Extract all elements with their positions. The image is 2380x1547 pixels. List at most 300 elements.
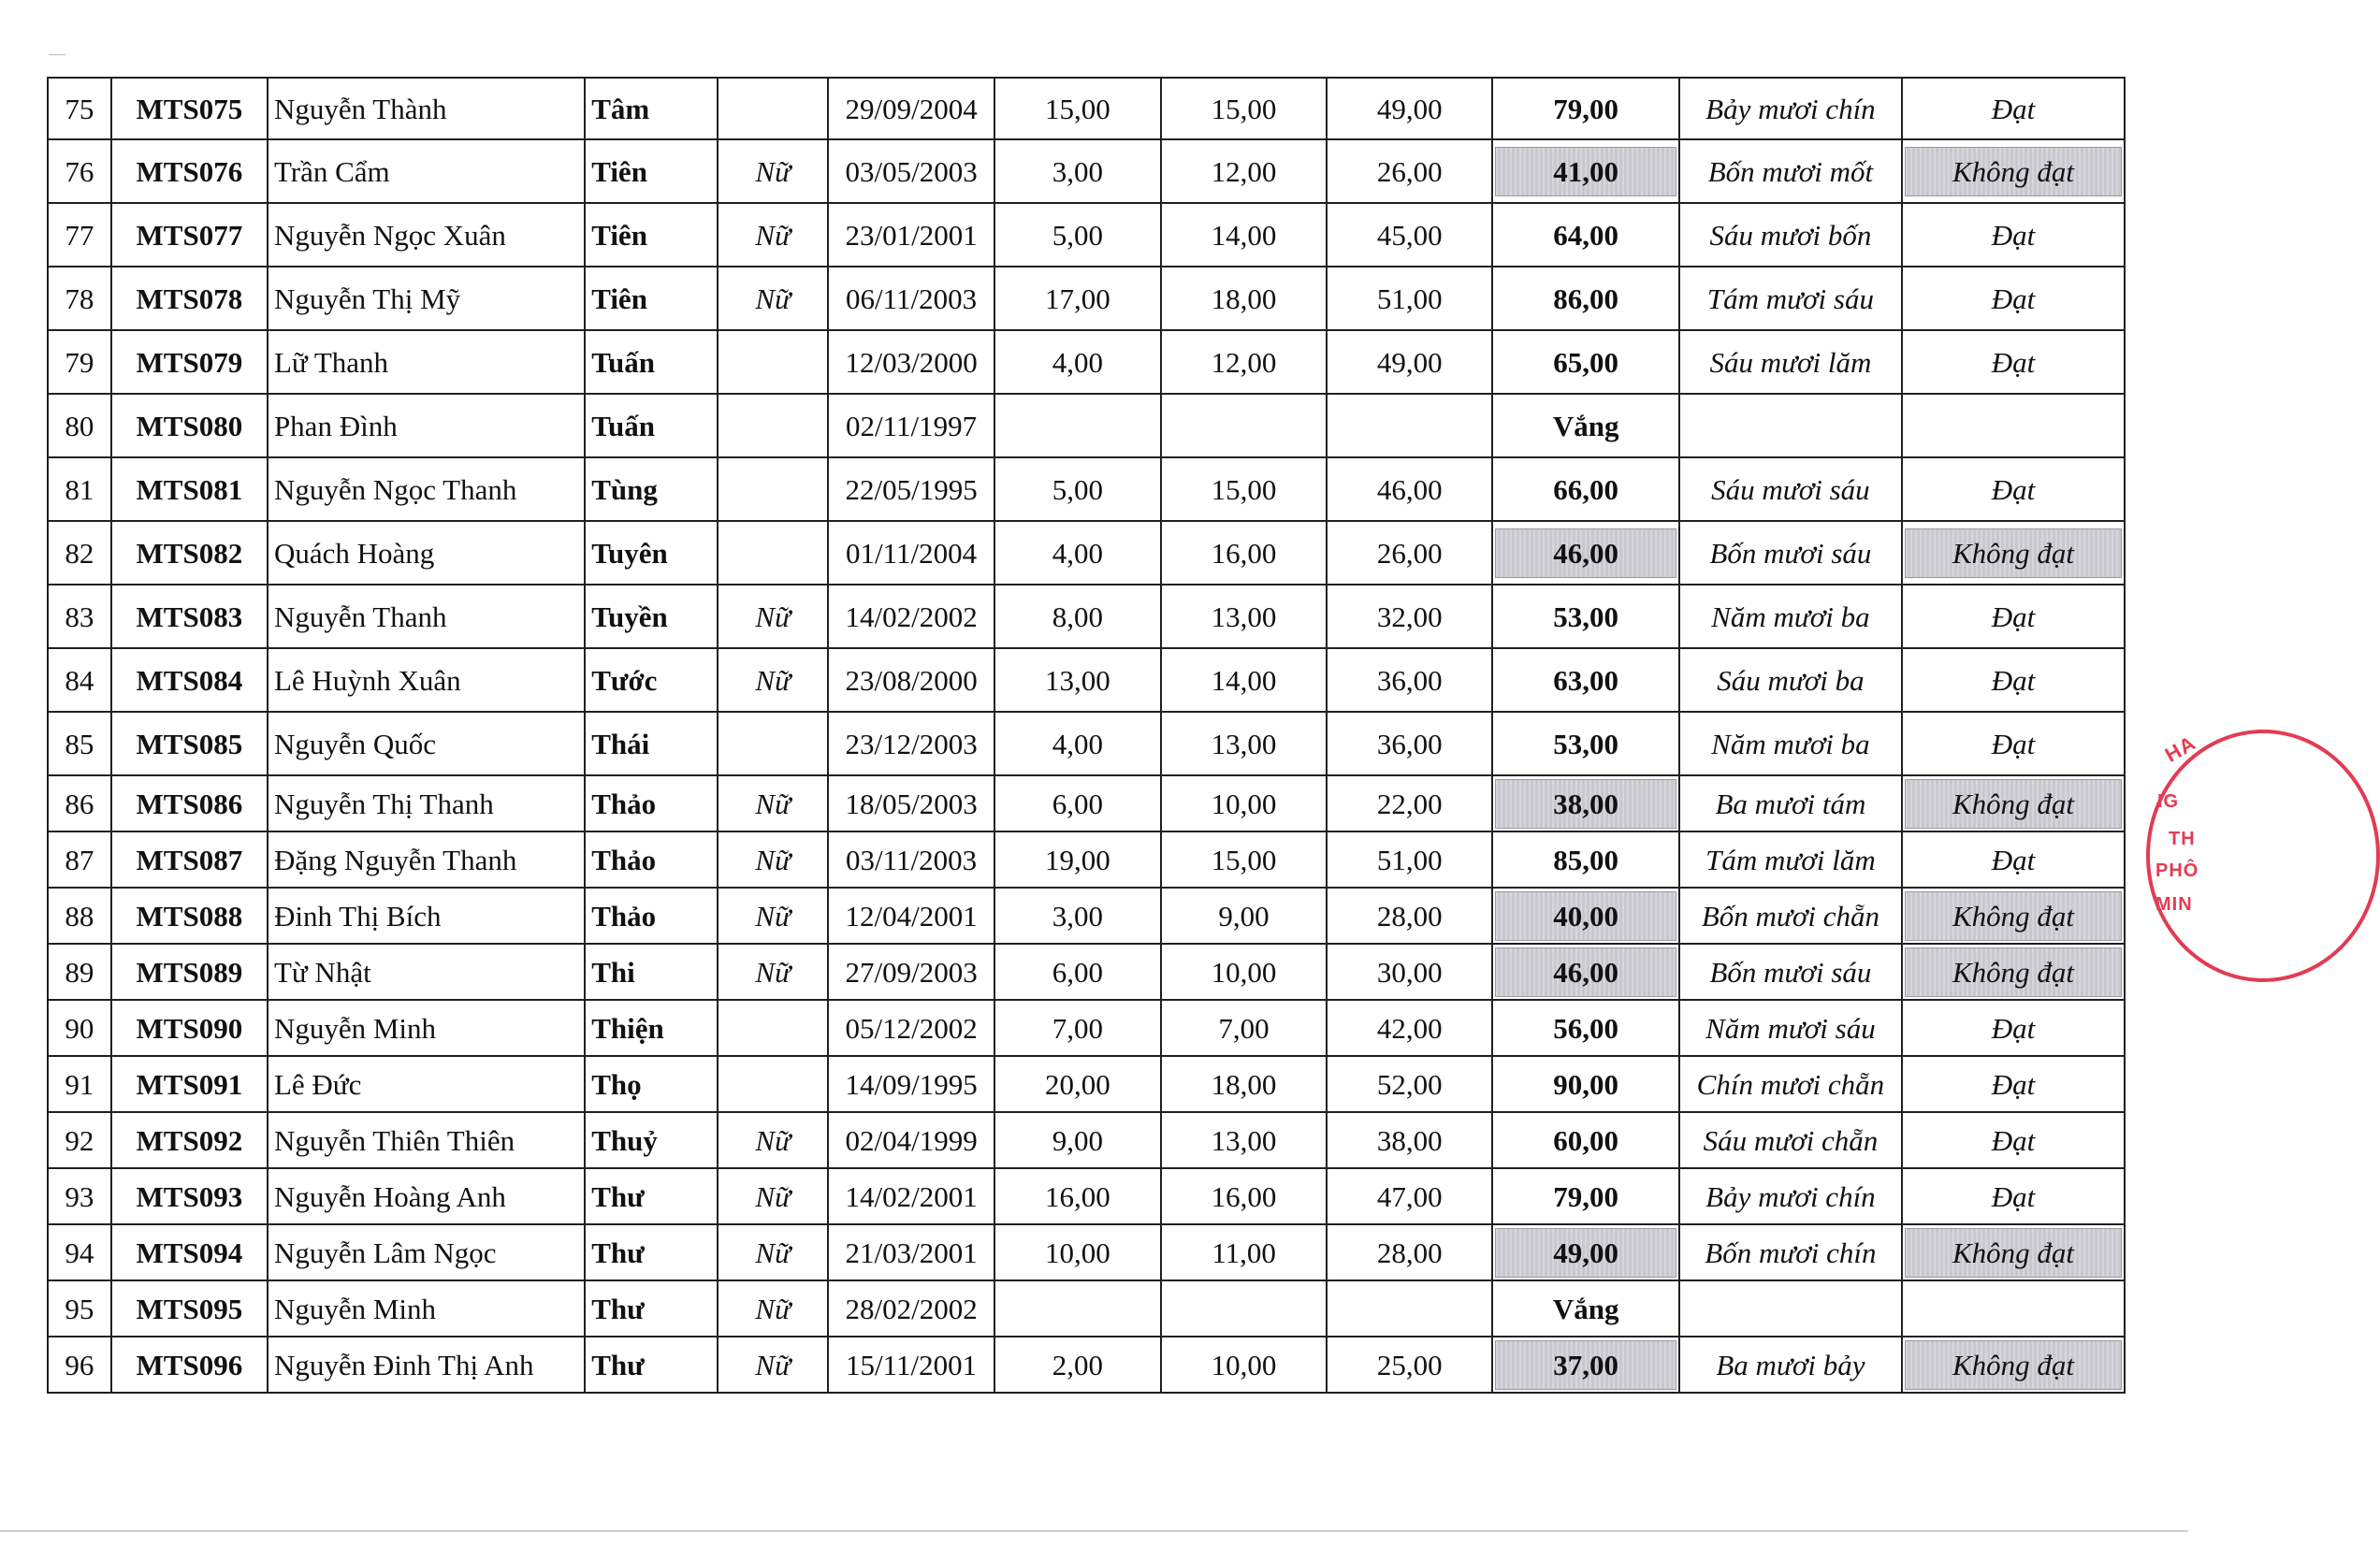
- row-number-text: 81: [65, 472, 94, 506]
- first-name-text: Thọ: [591, 1067, 642, 1101]
- gender-text: Nữ: [755, 955, 791, 989]
- score-1-text: 9,00: [1052, 1123, 1103, 1157]
- student-code-cell: [111, 457, 268, 521]
- total-score-cell: [1492, 1000, 1679, 1056]
- date-of-birth-text: 27/09/2003: [845, 955, 978, 989]
- score-1-text: 17,00: [1044, 282, 1110, 315]
- student-code-text: MTS083: [136, 600, 243, 633]
- first-name-text: Thư: [591, 1236, 645, 1269]
- last-middle-name-text: Lê Huỳnh Xuân: [273, 663, 461, 697]
- score-1-text: 13,00: [1044, 663, 1110, 697]
- result-text: Đạt: [1991, 1011, 2036, 1045]
- red-stamp: [2142, 730, 2217, 982]
- first-name-cell: [585, 1112, 718, 1168]
- result-cell: [1902, 1112, 2125, 1168]
- total-in-words-text: Năm mươi ba: [1711, 600, 1870, 633]
- result-text: Đạt: [1991, 218, 2036, 252]
- date-of-birth-text: 22/05/1995: [845, 472, 978, 506]
- total-score-text: 65,00: [1553, 345, 1619, 379]
- total-in-words-cell: [1679, 944, 1902, 1000]
- first-name-text: Tùng: [591, 472, 658, 506]
- score-2-cell: [1161, 585, 1327, 648]
- result-cell: [1902, 1337, 2125, 1393]
- total-in-words-text: Ba mươi tám: [1715, 787, 1866, 820]
- row-number-text: 84: [65, 663, 94, 697]
- last-middle-name-cell: [268, 775, 585, 831]
- score-2-text: 15,00: [1211, 472, 1277, 506]
- student-code-text: MTS093: [136, 1179, 243, 1213]
- student-code-cell: [111, 775, 268, 831]
- row-number-cell: [48, 775, 111, 831]
- student-code-text: MTS084: [136, 663, 243, 697]
- last-middle-name-text: Nguyễn Thị Mỹ: [273, 282, 461, 315]
- row-number-text: 79: [65, 345, 94, 379]
- row-number-cell: [48, 1280, 111, 1337]
- score-1-cell: [994, 944, 1161, 1000]
- last-middle-name-text: Nguyễn Thị Thanh: [273, 787, 494, 820]
- score-3-text: 46,00: [1376, 472, 1443, 506]
- score-3-cell: [1327, 1056, 1492, 1112]
- student-code-cell: [111, 831, 268, 888]
- score-2-text: 11,00: [1212, 1236, 1276, 1269]
- score-2-cell: [1161, 203, 1327, 267]
- score-1-cell: [994, 1056, 1161, 1112]
- result-cell: [1902, 1224, 2125, 1280]
- score-2-cell: [1161, 648, 1327, 712]
- date-of-birth-text: 15/11/2001: [846, 1348, 978, 1381]
- row-number-cell: [48, 457, 111, 521]
- score-2-text: 7,00: [1218, 1011, 1270, 1045]
- row-number-text: 77: [65, 218, 94, 252]
- total-score-text: 60,00: [1553, 1123, 1619, 1157]
- score-2-text: 15,00: [1211, 843, 1277, 876]
- result-cell: [1902, 521, 2125, 585]
- gender-cell: [718, 1337, 828, 1393]
- result-highlight: Không đạt: [1905, 891, 2122, 941]
- score-1-text: 6,00: [1052, 955, 1103, 989]
- first-name-text: Thiện: [591, 1011, 664, 1045]
- gender-text: Nữ: [755, 1292, 791, 1325]
- row-number-cell: [48, 1000, 111, 1056]
- score-3-cell: [1327, 944, 1492, 1000]
- total-in-words-cell: [1679, 1000, 1902, 1056]
- total-score-highlight: 46,00: [1495, 947, 1676, 997]
- last-middle-name-text: Nguyễn Ngọc Xuân: [273, 218, 506, 252]
- last-middle-name-cell: [268, 394, 585, 457]
- score-1-text: 5,00: [1052, 218, 1103, 252]
- row-number-cell: [48, 1112, 111, 1168]
- row-number-text: 82: [65, 536, 94, 570]
- table-row: [48, 1168, 2125, 1224]
- table-row: [48, 1056, 2125, 1112]
- student-code-text: MTS085: [136, 727, 243, 760]
- total-score-cell: [1492, 831, 1679, 888]
- date-of-birth-text: 12/04/2001: [845, 899, 978, 933]
- first-name-cell: [585, 267, 718, 330]
- result-cell: [1902, 1280, 2125, 1337]
- date-of-birth-cell: [828, 1000, 994, 1056]
- first-name-text: Thảo: [591, 843, 657, 876]
- score-3-cell: [1327, 203, 1492, 267]
- result-cell: [1902, 888, 2125, 944]
- row-number-text: 93: [65, 1179, 94, 1213]
- student-code-cell: [111, 1337, 268, 1393]
- date-of-birth-text: 02/11/1997: [846, 409, 978, 442]
- score-2-text: 18,00: [1211, 1067, 1277, 1101]
- student-code-cell: [111, 521, 268, 585]
- last-middle-name-text: Phan Đình: [273, 409, 398, 442]
- total-in-words-cell: [1679, 521, 1902, 585]
- score-2-cell: [1161, 139, 1327, 203]
- result-cell: [1902, 203, 2125, 267]
- gender-text: Nữ: [755, 282, 791, 315]
- total-score-text: 86,00: [1553, 282, 1619, 315]
- first-name-text: Tâm: [591, 92, 650, 125]
- date-of-birth-cell: [828, 1337, 994, 1393]
- row-number-text: 96: [65, 1348, 94, 1381]
- last-middle-name-text: Nguyễn Hoàng Anh: [273, 1179, 506, 1213]
- student-code-cell: [111, 330, 268, 394]
- score-2-cell: [1161, 775, 1327, 831]
- score-1-cell: [994, 457, 1161, 521]
- gender-cell: [718, 1112, 828, 1168]
- first-name-text: Thi: [591, 955, 635, 989]
- score-1-text: 19,00: [1044, 843, 1110, 876]
- score-2-text: 14,00: [1211, 218, 1277, 252]
- row-number-text: 83: [65, 600, 94, 633]
- student-code-cell: [111, 712, 268, 775]
- date-of-birth-cell: [828, 648, 994, 712]
- student-code-cell: [111, 1056, 268, 1112]
- score-3-text: 28,00: [1376, 899, 1443, 933]
- date-of-birth-text: 29/09/2004: [845, 92, 978, 125]
- total-score-text: 56,00: [1553, 1011, 1619, 1045]
- student-code-cell: [111, 1224, 268, 1280]
- row-number-cell: [48, 203, 111, 267]
- score-1-cell: [994, 888, 1161, 944]
- score-1-cell: [994, 1112, 1161, 1168]
- row-number-cell: [48, 139, 111, 203]
- last-middle-name-text: Quách Hoàng: [273, 536, 435, 570]
- total-score-cell: [1492, 394, 1679, 457]
- score-3-text: 49,00: [1376, 92, 1443, 125]
- gender-cell: [718, 775, 828, 831]
- last-middle-name-text: Nguyễn Minh: [273, 1292, 437, 1325]
- row-number-cell: [48, 888, 111, 944]
- score-2-text: 10,00: [1211, 955, 1277, 989]
- first-name-cell: [585, 457, 718, 521]
- total-in-words-cell: [1679, 712, 1902, 775]
- row-number-cell: [48, 1337, 111, 1393]
- last-middle-name-text: Nguyễn Minh: [273, 1011, 437, 1045]
- score-2-cell: [1161, 457, 1327, 521]
- table-row: [48, 139, 2125, 203]
- row-number-text: 86: [65, 787, 94, 820]
- score-1-cell: [994, 267, 1161, 330]
- date-of-birth-cell: [828, 775, 994, 831]
- student-code-text: MTS077: [136, 218, 243, 252]
- score-2-text: 16,00: [1211, 1179, 1277, 1213]
- total-in-words-text: Năm mươi sáu: [1705, 1011, 1876, 1045]
- result-cell: [1902, 1168, 2125, 1224]
- score-2-cell: [1161, 267, 1327, 330]
- last-middle-name-cell: [268, 888, 585, 944]
- total-in-words-text: Năm mươi ba: [1711, 727, 1870, 760]
- total-score-cell: [1492, 648, 1679, 712]
- total-score-cell: [1492, 457, 1679, 521]
- gender-text: Nữ: [755, 154, 791, 188]
- result-cell: [1902, 1056, 2125, 1112]
- score-1-cell: [994, 712, 1161, 775]
- total-score-text: 53,00: [1553, 727, 1619, 760]
- result-text: Đạt: [1991, 1067, 2036, 1101]
- score-3-cell: [1327, 394, 1492, 457]
- result-highlight: Không đạt: [1905, 528, 2122, 578]
- student-code-cell: [111, 394, 268, 457]
- total-in-words-cell: [1679, 457, 1902, 521]
- first-name-cell: [585, 775, 718, 831]
- first-name-text: Tuấn: [591, 409, 656, 442]
- row-number-text: 92: [65, 1123, 94, 1157]
- result-text: Đạt: [1991, 345, 2036, 379]
- row-number-text: 90: [65, 1011, 94, 1045]
- table-row: [48, 267, 2125, 330]
- last-middle-name-text: Đặng Nguyễn Thanh: [273, 843, 517, 876]
- total-in-words-text: Bảy mươi chín: [1705, 1179, 1876, 1213]
- total-in-words-cell: [1679, 888, 1902, 944]
- total-score-text: 79,00: [1553, 92, 1619, 125]
- total-score-highlight: 46,00: [1495, 528, 1676, 578]
- score-3-text: 26,00: [1376, 154, 1443, 188]
- score-2-cell: [1161, 1224, 1327, 1280]
- date-of-birth-text: 14/02/2001: [845, 1179, 978, 1213]
- score-2-cell: [1161, 330, 1327, 394]
- student-code-text: MTS078: [136, 282, 243, 315]
- score-3-text: 45,00: [1376, 218, 1443, 252]
- stamp-ring: [2146, 730, 2380, 982]
- first-name-text: Thảo: [591, 899, 657, 933]
- last-middle-name-cell: [268, 330, 585, 394]
- gender-text: Nữ: [755, 1179, 791, 1213]
- last-middle-name-cell: [268, 648, 585, 712]
- total-in-words-text: Bốn mươi chín: [1705, 1236, 1877, 1269]
- score-1-cell: [994, 330, 1161, 394]
- table-body: [48, 78, 2125, 1393]
- row-number-text: 85: [65, 727, 94, 760]
- result-cell: [1902, 944, 2125, 1000]
- score-1-text: 16,00: [1044, 1179, 1110, 1213]
- gender-text: Nữ: [755, 899, 791, 933]
- result-cell: [1902, 712, 2125, 775]
- result-text: Đạt: [1991, 600, 2036, 633]
- score-1-cell: [994, 78, 1161, 139]
- result-text: Đạt: [1991, 1179, 2036, 1213]
- student-code-text: MTS091: [136, 1067, 243, 1101]
- score-2-cell: [1161, 944, 1327, 1000]
- last-middle-name-cell: [268, 1224, 585, 1280]
- score-1-cell: [994, 1224, 1161, 1280]
- total-score-cell: [1492, 712, 1679, 775]
- student-code-text: MTS075: [136, 92, 243, 125]
- row-number-cell: [48, 394, 111, 457]
- total-score-text: 53,00: [1553, 600, 1619, 633]
- score-3-cell: [1327, 1168, 1492, 1224]
- total-in-words-cell: [1679, 1224, 1902, 1280]
- last-middle-name-cell: [268, 712, 585, 775]
- student-code-text: MTS076: [136, 154, 243, 188]
- table-row: [48, 1224, 2125, 1280]
- total-in-words-text: Bốn mươi mốt: [1707, 154, 1874, 188]
- date-of-birth-text: 28/02/2002: [845, 1292, 978, 1325]
- total-in-words-text: Sáu mươi lăm: [1709, 345, 1872, 379]
- row-number-cell: [48, 521, 111, 585]
- score-1-text: 7,00: [1052, 1011, 1103, 1045]
- total-score-cell: [1492, 139, 1679, 203]
- total-score-cell: [1492, 1112, 1679, 1168]
- last-middle-name-text: Lê Đức: [273, 1067, 362, 1101]
- total-score-cell: [1492, 775, 1679, 831]
- score-1-text: 2,00: [1052, 1348, 1103, 1381]
- score-2-cell: [1161, 1112, 1327, 1168]
- gender-cell: [718, 1168, 828, 1224]
- first-name-cell: [585, 78, 718, 139]
- last-middle-name-text: Nguyễn Thanh: [273, 600, 447, 633]
- student-code-text: MTS088: [136, 899, 243, 933]
- first-name-cell: [585, 1337, 718, 1393]
- result-text: Đạt: [1991, 92, 2036, 125]
- score-3-cell: [1327, 521, 1492, 585]
- gender-cell: [718, 1056, 828, 1112]
- score-2-cell: [1161, 712, 1327, 775]
- table-row: [48, 831, 2125, 888]
- student-code-cell: [111, 139, 268, 203]
- student-code-cell: [111, 267, 268, 330]
- table-row: [48, 330, 2125, 394]
- table-row: [48, 1112, 2125, 1168]
- last-middle-name-text: Nguyễn Ngọc Thanh: [273, 472, 517, 506]
- table-row: [48, 203, 2125, 267]
- student-code-text: MTS095: [136, 1292, 243, 1325]
- date-of-birth-text: 12/03/2000: [845, 345, 978, 379]
- stamp-text: IG: [2157, 791, 2180, 812]
- score-3-text: 42,00: [1376, 1011, 1443, 1045]
- table-row: [48, 78, 2125, 139]
- last-middle-name-cell: [268, 1168, 585, 1224]
- gender-text: Nữ: [755, 218, 791, 252]
- table-row: [48, 775, 2125, 831]
- total-in-words-cell: [1679, 1168, 1902, 1224]
- total-in-words-text: Tám mươi sáu: [1706, 282, 1874, 315]
- row-number-text: 87: [65, 843, 94, 876]
- student-code-text: MTS094: [136, 1236, 243, 1269]
- date-of-birth-text: 03/11/2003: [846, 843, 978, 876]
- gender-cell: [718, 1000, 828, 1056]
- score-1-cell: [994, 1337, 1161, 1393]
- result-text: Đạt: [1991, 663, 2036, 697]
- table-row: [48, 521, 2125, 585]
- last-middle-name-cell: [268, 1056, 585, 1112]
- student-code-cell: [111, 1112, 268, 1168]
- score-2-text: 16,00: [1211, 536, 1277, 570]
- score-3-text: 49,00: [1376, 345, 1443, 379]
- date-of-birth-cell: [828, 1056, 994, 1112]
- score-2-cell: [1161, 394, 1327, 457]
- date-of-birth-text: 14/02/2002: [845, 600, 978, 633]
- total-score-text: 64,00: [1553, 218, 1619, 252]
- total-in-words-cell: [1679, 139, 1902, 203]
- score-3-cell: [1327, 775, 1492, 831]
- score-1-cell: [994, 521, 1161, 585]
- total-score-text: 66,00: [1553, 472, 1619, 506]
- gender-cell: [718, 585, 828, 648]
- last-middle-name-cell: [268, 1112, 585, 1168]
- total-score-highlight: 38,00: [1495, 779, 1676, 829]
- student-code-text: MTS080: [136, 409, 243, 442]
- score-1-cell: [994, 831, 1161, 888]
- date-of-birth-cell: [828, 888, 994, 944]
- first-name-cell: [585, 521, 718, 585]
- last-middle-name-cell: [268, 1280, 585, 1337]
- total-score-cell: [1492, 203, 1679, 267]
- row-number-text: 76: [65, 154, 94, 188]
- first-name-cell: [585, 1280, 718, 1337]
- result-cell: [1902, 139, 2125, 203]
- score-2-text: 10,00: [1211, 1348, 1277, 1381]
- table-row: [48, 1000, 2125, 1056]
- gender-text: Nữ: [755, 1123, 791, 1157]
- score-3-text: 47,00: [1376, 1179, 1443, 1213]
- score-1-text: 4,00: [1052, 345, 1103, 379]
- last-middle-name-text: Đinh Thị Bích: [273, 899, 442, 933]
- score-3-text: 26,00: [1376, 536, 1443, 570]
- score-3-cell: [1327, 139, 1492, 203]
- date-of-birth-text: 02/04/1999: [845, 1123, 978, 1157]
- total-score-cell: [1492, 888, 1679, 944]
- total-score-cell: [1492, 1337, 1679, 1393]
- result-highlight: Không đạt: [1905, 1340, 2122, 1390]
- last-middle-name-cell: [268, 521, 585, 585]
- date-of-birth-cell: [828, 585, 994, 648]
- score-2-text: 12,00: [1211, 345, 1277, 379]
- row-number-cell: [48, 648, 111, 712]
- student-code-text: MTS081: [136, 472, 243, 506]
- total-in-words-cell: [1679, 648, 1902, 712]
- gender-cell: [718, 139, 828, 203]
- total-in-words-cell: [1679, 203, 1902, 267]
- first-name-text: Tước: [591, 663, 658, 697]
- student-code-text: MTS090: [136, 1011, 243, 1045]
- score-1-text: 3,00: [1052, 154, 1103, 188]
- score-2-cell: [1161, 1168, 1327, 1224]
- first-name-cell: [585, 203, 718, 267]
- score-3-cell: [1327, 1337, 1492, 1393]
- total-score-text: 85,00: [1553, 843, 1619, 876]
- gender-cell: [718, 267, 828, 330]
- total-score-cell: [1492, 521, 1679, 585]
- result-cell: [1902, 394, 2125, 457]
- total-score-cell: [1492, 1224, 1679, 1280]
- first-name-cell: [585, 330, 718, 394]
- gender-text: Nữ: [755, 1236, 791, 1269]
- total-in-words-text: Bốn mươi sáu: [1709, 536, 1872, 570]
- result-text: Đạt: [1991, 282, 2036, 315]
- row-number-cell: [48, 267, 111, 330]
- score-3-text: 25,00: [1376, 1348, 1443, 1381]
- first-name-text: Thư: [591, 1348, 645, 1381]
- last-middle-name-text: Lữ Thanh: [273, 345, 389, 379]
- last-middle-name-text: Nguyễn Quốc: [273, 727, 436, 760]
- total-in-words-text: Ba mươi bảy: [1716, 1348, 1865, 1381]
